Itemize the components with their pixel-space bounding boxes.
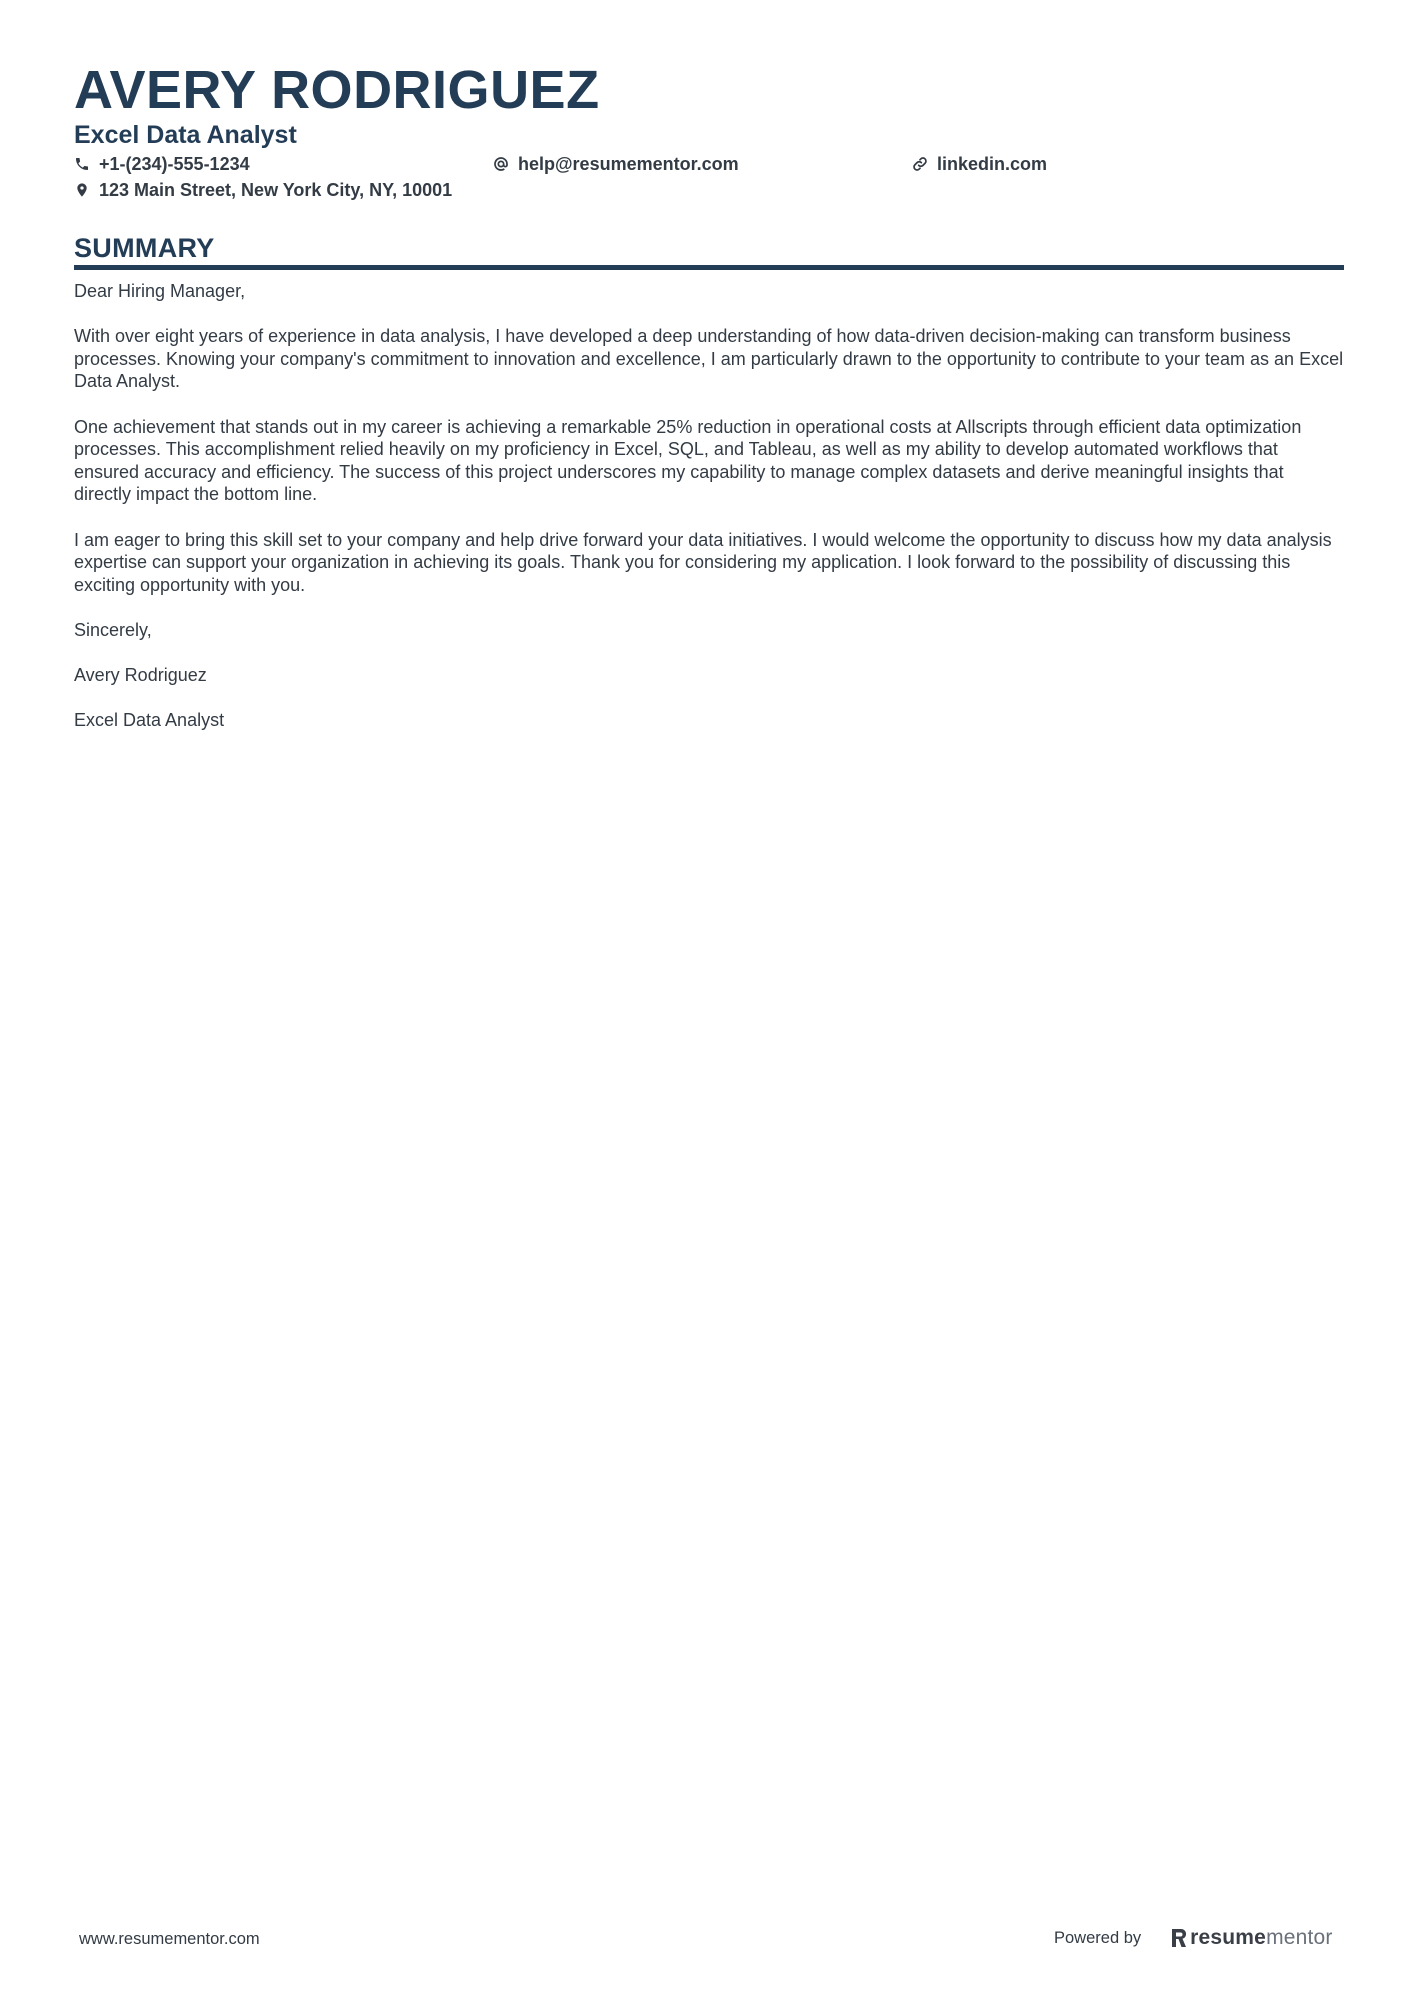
greeting: Dear Hiring Manager, — [74, 281, 246, 301]
location-pin-icon — [74, 182, 90, 198]
signature-title: Excel Data Analyst — [74, 710, 225, 731]
candidate-name: AVERY RODRIGUEZ — [74, 60, 600, 120]
signature-name: Avery Rodriguez — [74, 665, 207, 686]
address-text: 123 Main Street, New York City, NY, 10001 — [99, 180, 453, 200]
phone-text: +1-(234)-555-1234 — [99, 154, 250, 174]
footer-website[interactable]: www.resumementor.com — [79, 1930, 260, 1948]
email-link[interactable]: help@resumementor.com — [518, 154, 739, 174]
powered-by-label: Powered by — [1054, 1928, 1142, 1947]
paragraph-1: With over eight years of experience in data analysis, I have developed a deep understanding of how data-driven decision-making can transform business processes. Knowing your company's commitment to innovation and excellence, I am particularly drawn to the opportunity to contribute to your team as an Excel Data Analyst. — [74, 326, 1344, 392]
logo-text-resume: resume — [1190, 1926, 1267, 1949]
paragraph-2: One achievement that stands out in my career is achieving a remarkable 25% reduction in operational costs at Allscripts through efficient data optimization processes. This accomplishment relied heavily on my proficiency in Excel, SQL, and Tableau, as well as my ability to develop automated workflows that ensured accuracy and efficiency. The success of this project underscores my capability to manage complex datasets and derive meaningful insights that directly impact the bottom line. — [74, 416, 1302, 505]
letter-body — [74, 280, 1344, 754]
resumementor-logo[interactable] — [1171, 1926, 1332, 1950]
footer-branding — [1054, 1926, 1333, 1950]
linkedin-link[interactable]: linkedin.com — [937, 154, 1048, 174]
summary-heading: SUMMARY — [74, 233, 215, 263]
section-divider — [74, 265, 1344, 270]
closing: Sincerely, — [74, 619, 152, 640]
contact-linkedin[interactable] — [912, 153, 1047, 175]
logo-text-mentor: mentor — [1266, 1926, 1333, 1949]
contact-phone — [74, 153, 250, 175]
link-icon — [912, 156, 928, 172]
candidate-title: Excel Data Analyst — [74, 121, 297, 149]
phone-icon — [74, 156, 90, 172]
contact-email[interactable] — [493, 153, 739, 175]
contact-address — [74, 179, 452, 201]
paragraph-3: I am eager to bring this skill set to your company and help drive forward your data initiatives. I would welcome the opportunity to discuss how my data analysis expertise can support your organization in achieving its goals. Thank you for considering my application. I look forward to the possibility of discussing this exciting opportunity with you. — [74, 529, 1332, 595]
cover-letter-page — [74, 0, 1344, 1995]
logo-mark-icon — [1171, 1928, 1187, 1948]
at-icon — [493, 156, 509, 172]
